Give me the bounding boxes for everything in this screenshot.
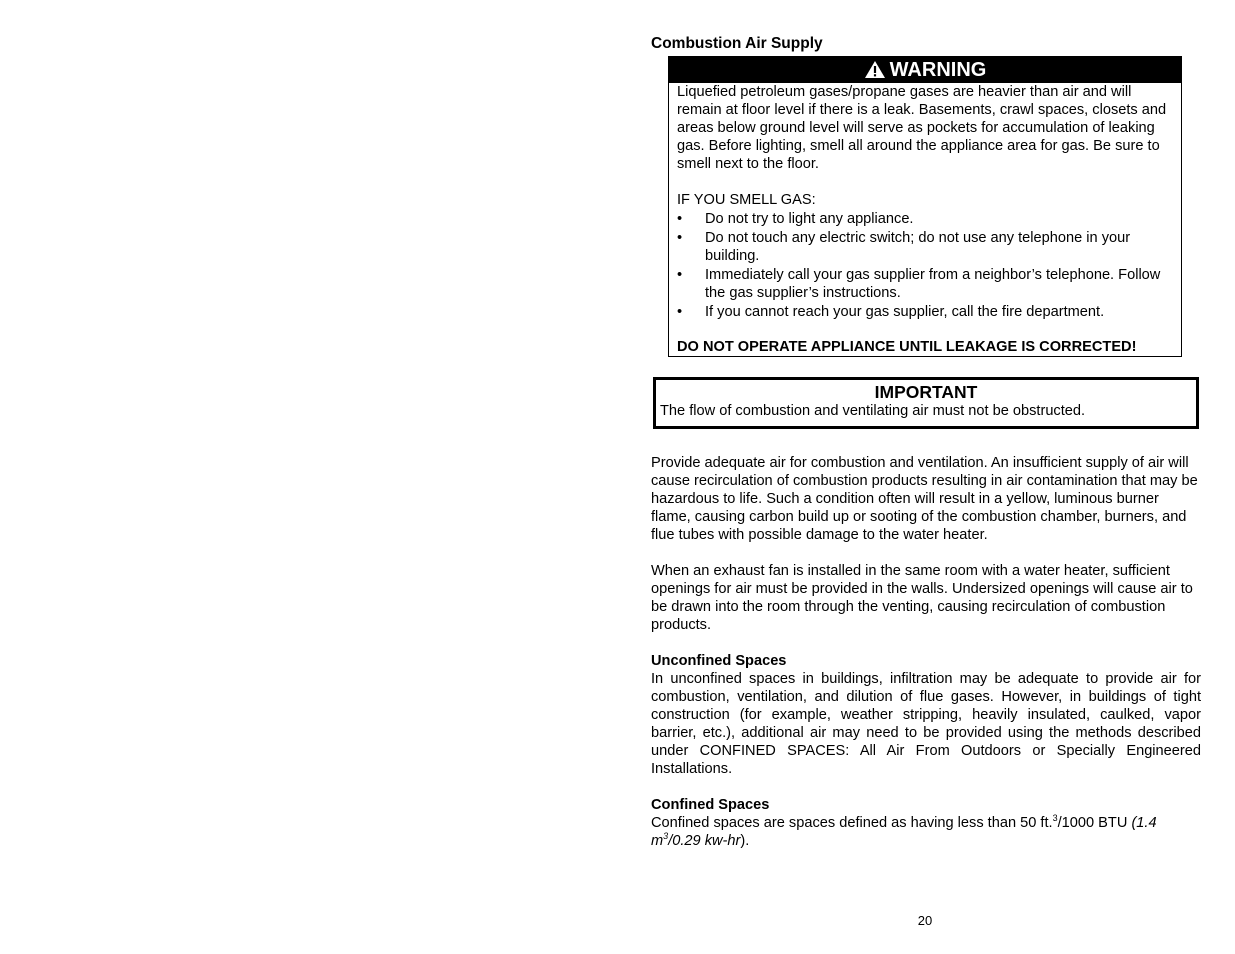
bullet-icon: • xyxy=(677,267,683,283)
important-title: IMPORTANT xyxy=(874,382,978,402)
warning-box xyxy=(668,56,1182,357)
paragraph-air-supply: Provide adequate air for combustion and ventilation. An insufficient supply of air will cause recirculation of combustion products resulting in air contamination that may be hazardous to life. Such a condition often will result in a yellow, luminous burner flame, causing carbon build up or sooting of the combustion chamber, burners, and flue tubes with possible damage to the water heater. xyxy=(651,455,1198,543)
body-text xyxy=(651,454,1201,850)
unconfined-text: In unconfined spaces in buildings, infiltration may be adequate to provide air for combustion, ventilation, and dilution of flue gases. However, in buildings of tight construction (for example, weather stripping, heavily insulated, caulked, vapor barrier, etc.), additional air may need to be provided using the methods described under CONFINED SPACES: All Air From Outdoors or Specially Engineered Installations. xyxy=(651,671,1201,777)
unconfined-heading: Unconfined Spaces xyxy=(651,653,787,669)
bullet-icon: • xyxy=(677,230,683,246)
warning-intro: Liquefied petroleum gases/propane gases are heavier than air and will remain at floor level if there is a leak. Basements, crawl spaces, closets and areas below ground level will serve as pockets for accumulation of leaking gas. Before lighting, smell all around the appliance area for gas. Be sure to smell next to the floor. xyxy=(677,84,1167,172)
smell-gas-heading: IF YOU SMELL GAS: xyxy=(677,192,816,208)
bullet-icon: • xyxy=(677,304,683,320)
list-item: • Do not touch any electric switch; do not use any telephone in your building. xyxy=(677,230,1131,264)
important-text: The flow of combustion and ventilating air must not be obstructed. xyxy=(660,403,1086,419)
page-number: 20 xyxy=(917,913,933,928)
bullet-icon: • xyxy=(677,211,683,227)
warning-title: WARNING xyxy=(889,59,987,81)
warning-header xyxy=(669,57,1181,83)
section-title: Combustion Air Supply xyxy=(651,35,823,52)
warning-final-notice: DO NOT OPERATE APPLIANCE UNTIL LEAKAGE IS CORRECTED! xyxy=(677,339,1137,355)
confined-heading: Confined Spaces xyxy=(651,797,770,813)
confined-text: Confined spaces are spaces defined as having less than 50 ft.$^3$/1000 BTU (1.4 $m^3/0.29$ kw-hr). xyxy=(651,813,1157,849)
paragraph-exhaust-fan: When an exhaust fan is installed in the same room with a water heater, sufficient openings for air must be provided in the walls. Undersized openings will cause air to be drawn into the room through the venting, causing recirculation of combustion products. xyxy=(651,563,1193,633)
list-item: • If you cannot reach your gas supplier, call the fire department. xyxy=(677,304,1105,320)
important-box xyxy=(653,377,1199,429)
list-item: • Immediately call your gas supplier from a neighbor’s telephone. Follow the gas supplier’s instructions. xyxy=(677,267,1161,301)
page-column xyxy=(651,34,1201,850)
list-item: • Do not try to light any appliance. xyxy=(677,211,914,227)
warning-triangle-icon xyxy=(864,60,886,79)
smell-gas-list xyxy=(677,210,1173,321)
warning-body xyxy=(669,83,1181,356)
